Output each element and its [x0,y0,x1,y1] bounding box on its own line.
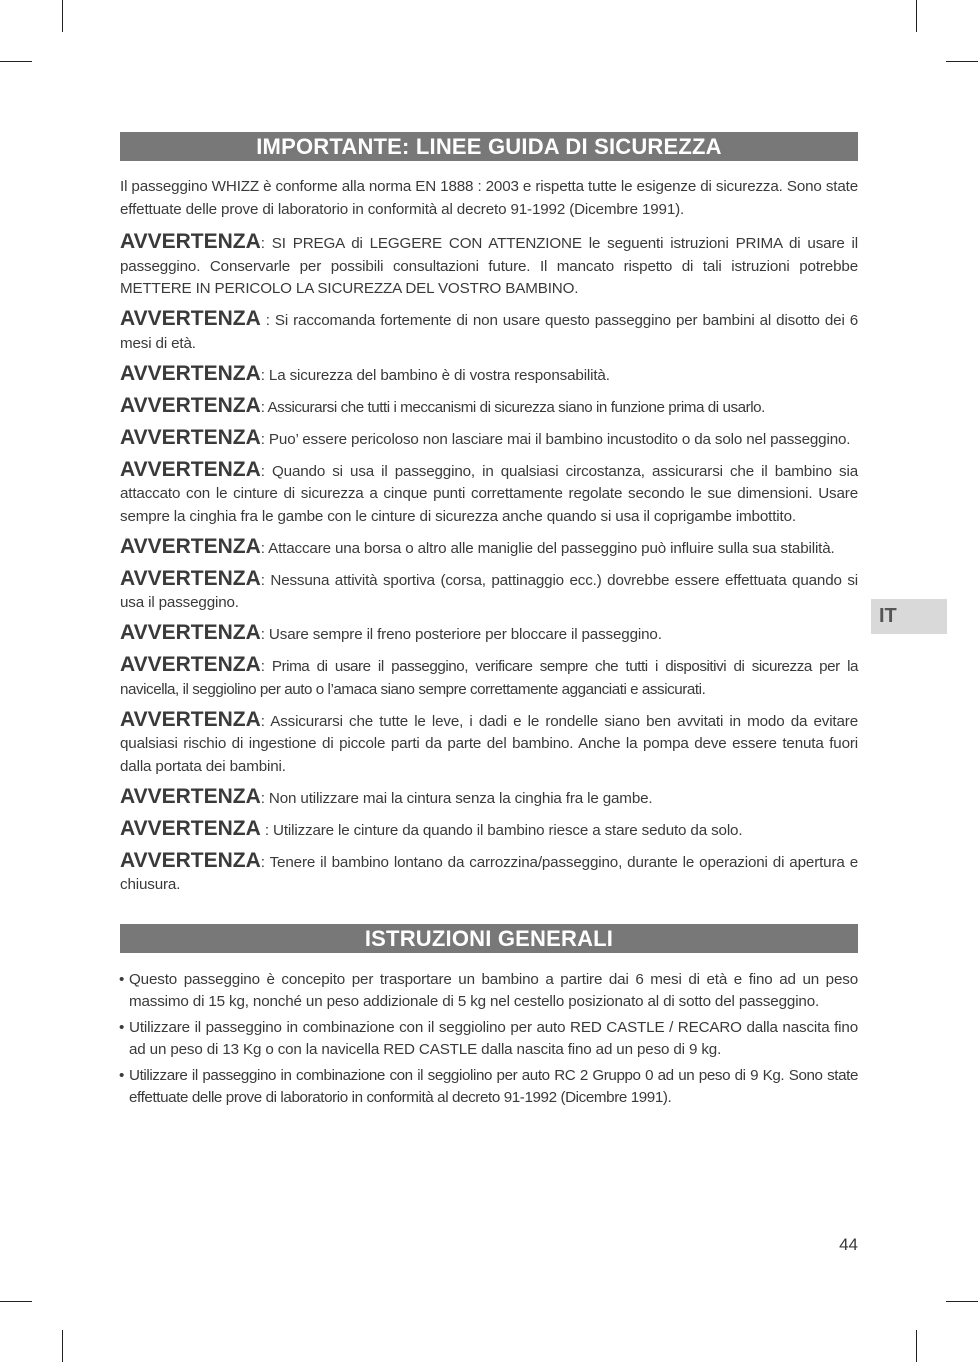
warning-label: AVVERTENZA [120,425,261,449]
warning-item [120,395,858,420]
warning-text: : Attaccare una borsa o altro alle maniglie del passeggino può influire sulla sua stabilità. [260,539,835,557]
list-item [120,1017,858,1060]
section-spacer [120,904,858,924]
crop-mark [0,1301,32,1302]
language-tab: IT [871,599,947,634]
safety-guidelines-heading: IMPORTANTE: LINEE GUIDA DI SICUREZZA [120,132,858,161]
warning-label: AVVERTENZA [120,784,261,808]
warning-text: : Assicurarsi che tutte le leve, i dadi e le rondelle siano ben avvitati in modo da evitare qualsiasi rischio di ingestione di piccole parti da parte del bambino. Anche la pompa deve essere tenuta fuori dalla portata dei bambini. [120,712,858,775]
warning-text: : Puo’ essere pericoloso non lasciare mai il bambino incustodito o da solo nel passeggino. [260,430,851,448]
intro-paragraph: Il passeggino WHIZZ è conforme alla norma EN 1888 : 2003 e rispetta tutte le esigenze di sicurezza. Sono state effettuate delle prove di laboratorio in conformità al decreto 91-1992 (Dicembre 1991). [120,178,858,218]
warning-label: AVVERTENZA [120,307,261,330]
warning-label: AVVERTENZA [120,393,261,417]
warning-item [120,308,858,355]
bullet-icon: • [119,1019,125,1036]
warning-label: AVVERTENZA [120,621,261,644]
general-instructions-list [120,969,858,1108]
list-item [120,969,858,1012]
warning-text: : Nessuna attività sportiva (corsa, pattinaggio ecc.) dovrebbe essere effettuata quando si usa il passeggino. [120,571,858,611]
warning-label: AVVERTENZA [120,230,261,253]
crop-mark [62,0,63,32]
warning-text: : Assicurarsi che tutti i meccanismi di sicurezza siano in funzione prima di usarlo. [260,398,765,416]
warnings-list [120,231,858,897]
warning-text: : Utilizzare le cinture da quando il bambino riesce a stare seduto da solo. [260,821,743,839]
warning-text: : Prima di usare il passeggino, verificare sempre che tutti i dispositivi di sicurezza per la navicella, il seggiolino per auto o l’amaca siano sempre correttamente agganciati e assicurati. [120,658,858,698]
list-item-text: Questo passeggino è concepito per trasportare un bambino a partire dai 6 mesi di età e fino ad un peso massimo di 15 kg, nonché un peso addizionale di 5 kg nel cestello posizionato al di sotto del passeggino. [129,971,858,1010]
warning-item [120,654,858,701]
warning-item [120,427,858,452]
warning-item [120,363,858,388]
warning-text: : Quando si usa il passeggino, in qualsiasi circostanza, assicurarsi che il bambino sia attaccato con le cinture di sicurezza a cinque punti correttamente regolate secondo le sue dimensioni. Usare sempre la cinghia fra le gambe con le cinture di sicurezza anche quando si usa il coprigambe imbottito. [120,462,858,525]
warning-label: AVVERTENZA [120,566,261,590]
crop-mark [916,0,917,32]
page-number: 44 [839,1235,858,1254]
page-content [120,132,858,1113]
warning-label: AVVERTENZA [120,361,261,385]
general-instructions-heading: ISTRUZIONI GENERALI [120,924,858,953]
warning-label: AVVERTENZA [120,653,261,676]
crop-mark [0,61,32,62]
warning-item [120,850,858,897]
warning-label: AVVERTENZA [120,534,261,558]
bullet-icon: • [119,1067,125,1084]
warning-item [120,786,858,811]
warning-label: AVVERTENZA [120,457,261,481]
warning-text: : SI PREGA di LEGGERE CON ATTENZIONE le seguenti istruzioni PRIMA di usare il passeggino. Conservarle per possibili consultazioni future. Il mancato rispetto di tali istruzioni potrebbe METTERE IN PERICOLO LA SICUREZZA DEL VOSTRO BAMBINO. [120,235,858,297]
warning-item [120,568,858,615]
warning-text: : Si raccomanda fortemente di non usare questo passeggino per bambini al disotto dei 6 mesi di età. [120,312,858,352]
warning-item [120,459,858,529]
warning-label: AVVERTENZA [120,848,261,872]
warning-item [120,536,858,561]
crop-mark [946,1301,978,1302]
warning-item [120,622,858,647]
list-item-text: Utilizzare il passeggino in combinazione con il seggiolino per auto RC 2 Gruppo 0 ad un peso di 9 Kg. Sono state effettuate delle prove di laboratorio in conformità al decreto 91-1992 (Dicembre 1991). [129,1067,858,1106]
list-item-text: Utilizzare il passeggino in combinazione con il seggiolino per auto RED CASTLE / RECARO dalla nascita fino ad un peso di 13 Kg o con la navicella RED CASTLE dalla nascita fino ad un peso di 9 kg. [129,1019,858,1058]
crop-mark [62,1330,63,1362]
warning-item [120,231,858,301]
warning-text: : Tenere il bambino lontano da carrozzina/passeggino, durante le operazioni di apertura e chiusura. [120,853,858,893]
warning-label: AVVERTENZA [120,707,261,731]
bullet-icon: • [119,971,125,988]
warning-text: : Non utilizzare mai la cintura senza la cinghia fra le gambe. [260,789,653,807]
warning-text: : Usare sempre il freno posteriore per bloccare il passeggino. [260,626,662,643]
warning-text: : La sicurezza del bambino è di vostra responsabilità. [260,366,610,384]
list-item [120,1065,858,1108]
crop-mark [946,61,978,62]
warning-item [120,709,858,779]
warning-item [120,818,858,843]
crop-mark [916,1330,917,1362]
warning-label: AVVERTENZA [120,816,261,840]
